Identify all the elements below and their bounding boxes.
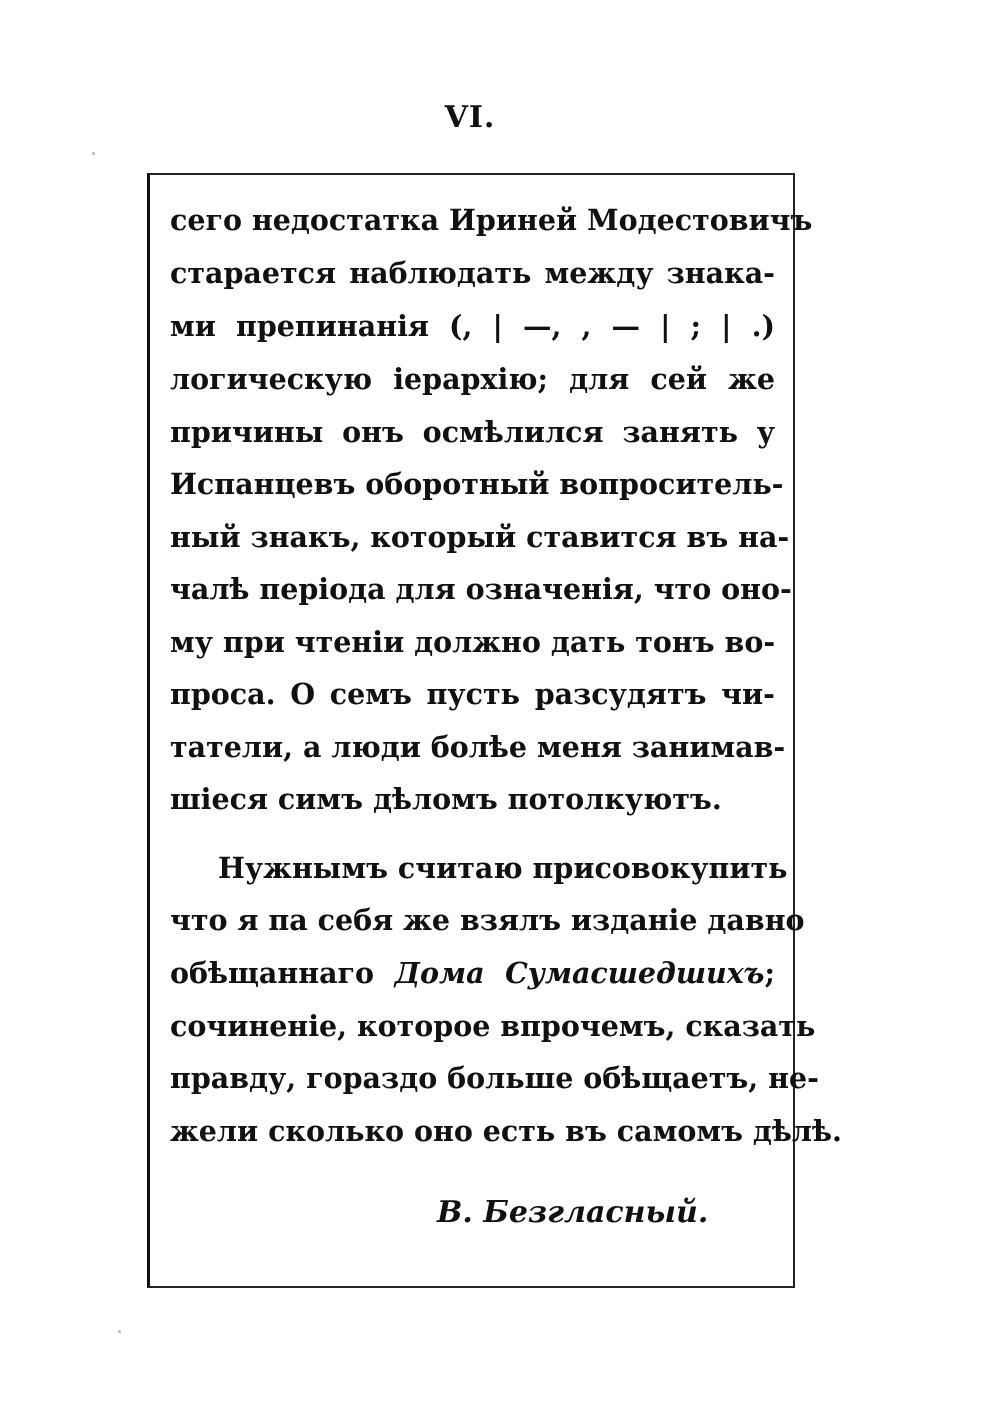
- text-line: логическую іерархію; для сей же: [170, 362, 775, 396]
- text-line: [170, 953, 775, 993]
- text-line: причины онъ осмѣлился занять у: [170, 415, 775, 449]
- text-line: жели сколько оно есть въ самомъ дѣлѣ.: [170, 1114, 842, 1148]
- signature: В. Безгласный.: [437, 1195, 709, 1230]
- text-line: Нужнымъ считаю присовокупить: [218, 851, 788, 885]
- book-title: Дома Сумасшедшихъ: [394, 956, 765, 990]
- text-segment: обѣщаннаго: [170, 956, 375, 990]
- paper-speck: [118, 1330, 121, 1333]
- text-line: му при чтеніи должно дать тонъ во-: [170, 625, 776, 659]
- text-segment: ;: [764, 956, 775, 990]
- text-line: что я па себя же взялъ изданіе давно: [170, 903, 805, 937]
- page-number: VI.: [444, 100, 496, 135]
- text-line: ми препинанія (, | —, , — | ; | .): [170, 309, 775, 343]
- text-line: сочиненіе, которое впрочемъ, сказать: [170, 1009, 816, 1043]
- text-line: правду, гораздо больше обѣщаетъ, не-: [170, 1061, 819, 1095]
- text-line: чалѣ періода для означенія, что оно-: [170, 572, 792, 606]
- text-line: старается наблюдать между знака-: [170, 256, 775, 290]
- paper-speck: [92, 152, 95, 155]
- text-line: проса. О семъ пусть разсудятъ чи-: [170, 677, 775, 711]
- text-line: шіеся симъ дѣломъ потолкуютъ.: [170, 782, 722, 816]
- text-line: Испанцевъ оборотный вопроситель-: [170, 467, 784, 501]
- text-line: татели, а люди болѣе меня занимав-: [170, 730, 786, 764]
- text-line: ный знакъ, который ставится въ на-: [170, 520, 790, 554]
- text-line: сего недостатка Ириней Модестовичъ: [170, 203, 813, 237]
